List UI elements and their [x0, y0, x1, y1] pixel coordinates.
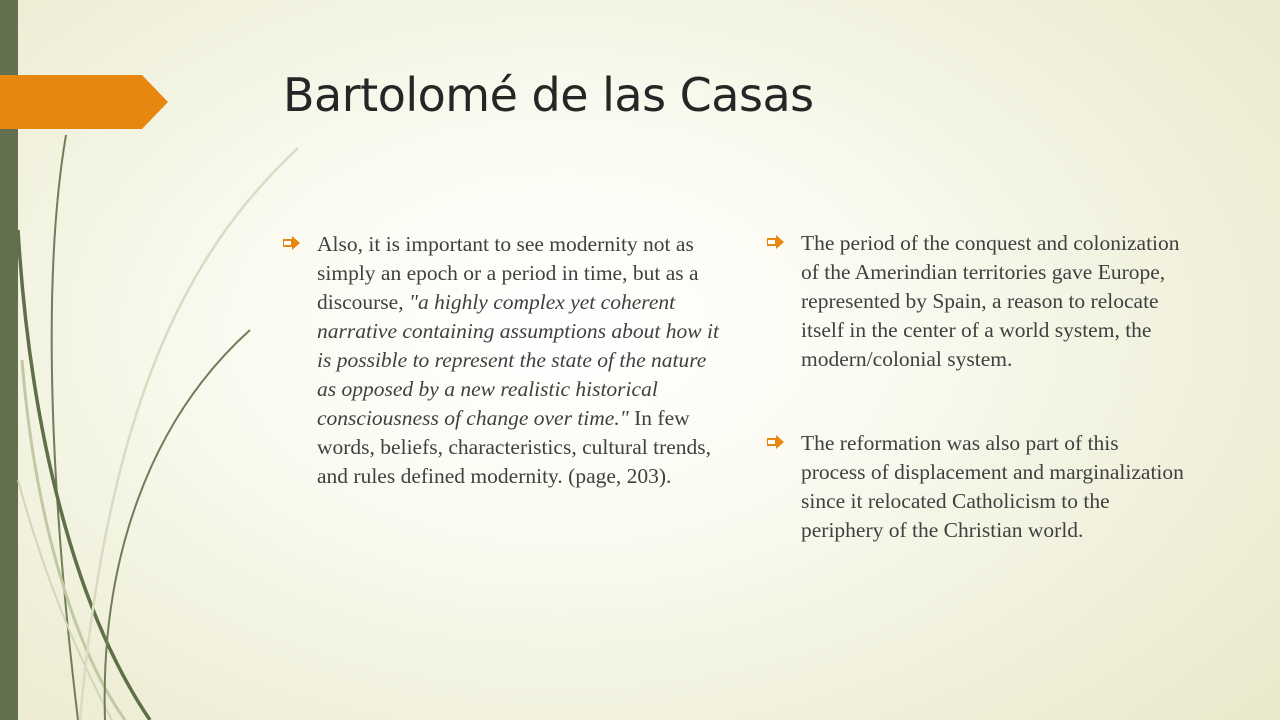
- bullet-item: [767, 429, 1187, 545]
- bullet-text: In few words, beliefs, characteristics, cultural trends, and rules defined modernity. (page, 203).: [317, 406, 712, 488]
- left-column: [283, 230, 723, 491]
- orange-arrow-tab: [0, 75, 170, 129]
- arrow-bullet-icon: [767, 235, 785, 249]
- bullet-text: The reformation was also part of this process of displacement and marginalization since it relocated Catholicism to the periphery of the Christian world.: [801, 431, 1184, 542]
- arrow-bullet-icon: [283, 236, 301, 250]
- bullet-text: The period of the conquest and colonization of the Amerindian territories gave Europe, represented by Spain, a reason to relocate itself in the center of a world system, the modern/colonial system.: [801, 231, 1180, 371]
- bullet-text: Also, it is important to see modernity not as simply an epoch or a period in time, but as a discourse,: [317, 232, 699, 314]
- arrow-bullet-icon: [767, 435, 785, 449]
- slide-title: Bartolomé de las Casas: [283, 68, 814, 122]
- right-column: [767, 229, 1187, 545]
- bullet-item: [767, 229, 1187, 374]
- bullet-quote: "a highly complex yet coherent narrative containing assumptions about how it is possible to represent the state of the nature as opposed by a new realistic historical consciousness of change over time.": [317, 290, 719, 430]
- bullet-item: [283, 230, 723, 491]
